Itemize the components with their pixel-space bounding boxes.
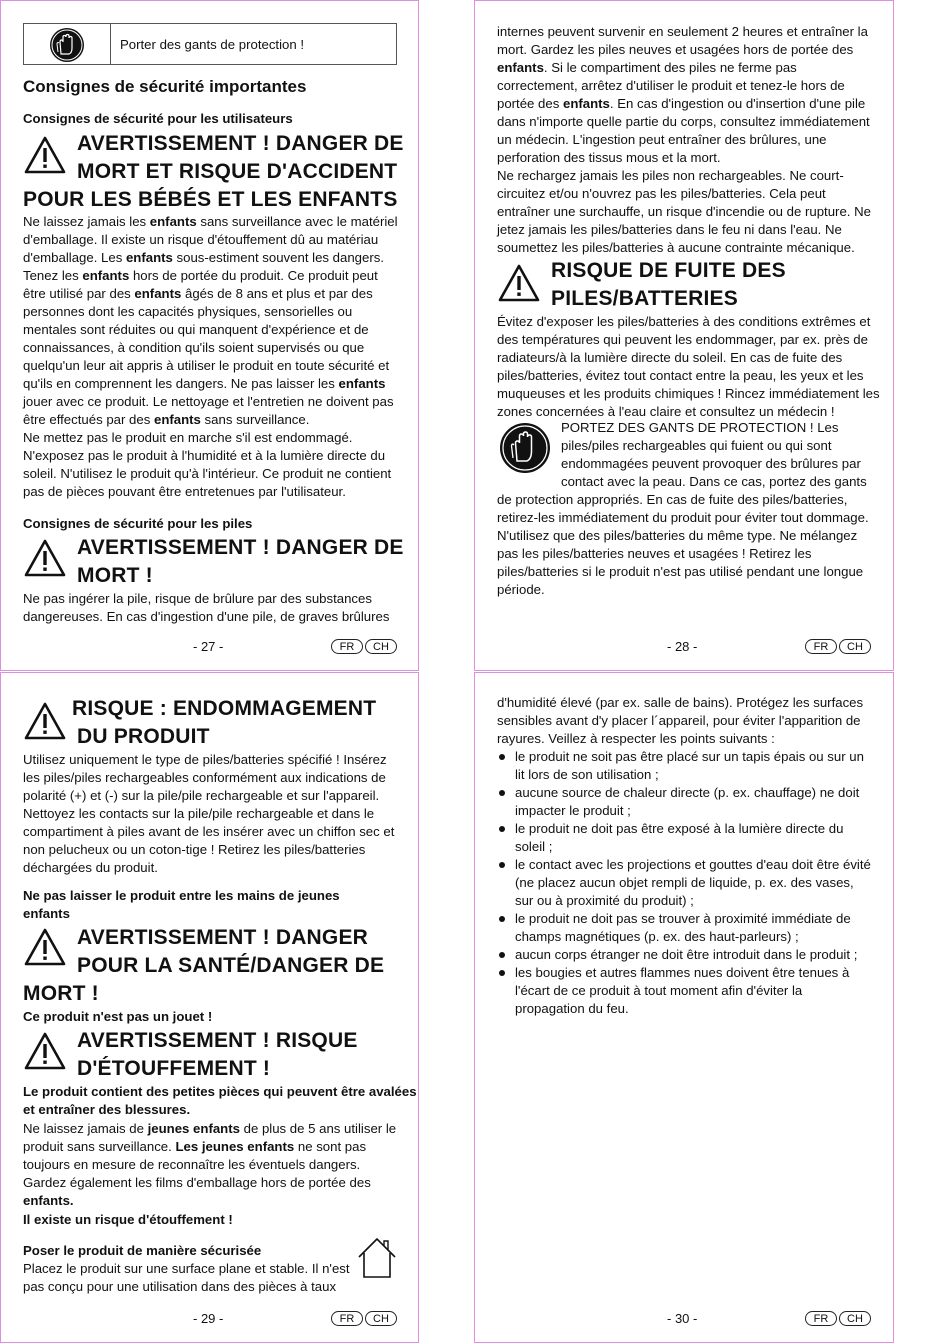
notice-text: Il existe un risque d'étouffement ! xyxy=(23,1212,233,1227)
glove-warning-heading xyxy=(561,419,838,437)
list-item xyxy=(497,910,882,946)
house-icon xyxy=(355,1235,399,1281)
text-segment: Ne rechargez jamais les piles non rechargeables. Ne court- xyxy=(497,168,844,183)
language-badge-ch: CH xyxy=(839,639,871,654)
paragraph-line: compartiment à piles avant de les insérer avec un chiffon sec et xyxy=(23,824,395,839)
text-segment: Ne mettez pas le produit en marche s'il est endommagé. xyxy=(23,430,353,445)
paragraph xyxy=(23,1120,408,1210)
text-segment: ne sont pas xyxy=(294,1139,367,1154)
paragraph-line xyxy=(23,465,403,483)
text-segment: correctement, arrêtez d'utiliser le produit et tenez-le hors de xyxy=(497,78,845,93)
page-29 xyxy=(0,672,419,1343)
paragraph-line xyxy=(497,77,882,95)
bullet-icon xyxy=(499,826,505,832)
paragraph-line xyxy=(23,375,403,393)
text-segment: N'exposez pas le produit à l'humidité et à la lumière directe du xyxy=(23,448,386,463)
warning-triangle-icon xyxy=(23,1031,67,1071)
paragraph-line xyxy=(497,131,882,149)
paragraph xyxy=(497,313,882,421)
text-segment: mentales sont réduites ou qui manquent d'expérience et de xyxy=(23,322,369,337)
paragraph-line: piles/piles rechargeables qui fuient ou qui sont xyxy=(561,438,832,453)
paragraph-line: Évitez d'exposer les piles/batteries à des conditions extrêmes et xyxy=(497,314,871,329)
section-heading: Consignes de sécurité importantes xyxy=(23,77,307,96)
subsection-heading: Poser le produit de manière sécurisée xyxy=(23,1243,262,1258)
paragraph-line: retirez-les immédiatement du produit pour éviter tout dommage. xyxy=(497,510,869,525)
paragraph-line: non pelucheux ou un coton-tige ! Retirez les piles/batteries xyxy=(23,842,366,857)
list-item-line: l'écart de ce produit à tout moment afin d'éviter la xyxy=(515,983,803,998)
paragraph-line xyxy=(497,239,882,257)
language-badge-fr: FR xyxy=(805,639,837,654)
list-item xyxy=(497,964,882,1018)
warning-title: MORT ! xyxy=(77,564,153,587)
warning-title: D'ÉTOUFFEMENT ! xyxy=(77,1057,271,1080)
paragraph-line xyxy=(23,1174,408,1192)
list-item-line: lit lors de son utilisation ; xyxy=(515,767,659,782)
text-segment: de plus de 5 ans utiliser le xyxy=(239,1121,397,1136)
list-item-line: le contact avec les projections et gouttes d'eau doit être évité xyxy=(515,857,871,872)
text-segment: Tenez les xyxy=(23,268,83,283)
bullet-icon xyxy=(499,952,505,958)
list-item-line: impacter le produit ; xyxy=(515,803,631,818)
subsection-heading: Consignes de sécurité pour les piles xyxy=(23,516,253,531)
bullet-icon xyxy=(499,754,505,760)
gloves-icon xyxy=(47,26,87,64)
warning-triangle-icon xyxy=(23,701,67,741)
paragraph-line: Utilisez uniquement le type de piles/batteries spécifié ! Insérez xyxy=(23,752,387,767)
emphasis-text: enfants xyxy=(497,60,544,75)
paragraph-line: Ne pas ingérer la pile, risque de brûlure par des substances xyxy=(23,591,372,606)
paragraph-line: dangereuses. En cas d'ingestion d'une pile, de graves brûlures xyxy=(23,609,390,624)
text-segment: jouer avec ce produit. Le nettoyage et l'entretien ne doivent pas xyxy=(23,394,394,409)
paragraph-line xyxy=(23,429,403,447)
paragraph-line xyxy=(23,1156,408,1174)
paragraph-line xyxy=(497,185,882,203)
text-segment: qu'ils en comprennent les dangers. Ne pas laisser les xyxy=(23,376,339,391)
subsection-heading: Consignes de sécurité pour les utilisateurs xyxy=(23,111,293,126)
subsection-heading: Ne pas laisser le produit entre les mains de jeunes xyxy=(23,888,340,903)
paragraph-line: muqueuses et les produits chimiques ! Rincez immédiatement les xyxy=(497,386,880,401)
paragraph-line xyxy=(23,303,403,321)
bullet-icon xyxy=(499,862,505,868)
text-segment: sans surveillance avec le matériel xyxy=(196,214,398,229)
paragraph-line xyxy=(23,393,403,411)
paragraph-line xyxy=(23,483,403,501)
list-item-line: sur ou à proximité du produit) ; xyxy=(515,893,694,908)
warning-title: MORT ET RISQUE D'ACCIDENT xyxy=(77,160,398,183)
paragraph-line: endommagées peuvent provoquer des brûlures par xyxy=(561,456,861,471)
paragraph-line xyxy=(23,231,403,249)
list-item xyxy=(497,820,882,856)
language-badge-fr: FR xyxy=(331,1311,363,1326)
emphasis-text: enfants xyxy=(125,250,173,265)
text-segment: dans n'importe quelle partie du corps, consultez immédiatement xyxy=(497,114,870,129)
bullet-icon xyxy=(499,790,505,796)
paragraph-line xyxy=(23,357,403,375)
paragraph-line: période. xyxy=(497,582,545,597)
paragraph-line: Placez le produit sur une surface plane et stable. Il n'est xyxy=(23,1261,350,1276)
text-segment: Ne laissez jamais les xyxy=(23,214,150,229)
warning-title: AVERTISSEMENT ! RISQUE xyxy=(77,1029,358,1052)
paragraph-line: N'utilisez que des piles/batteries du même type. Ne mélangez xyxy=(497,528,858,543)
page-number: - 30 - xyxy=(667,1311,698,1326)
text-segment: portée des xyxy=(497,96,563,111)
page-30 xyxy=(474,672,894,1343)
warning-title: POUR LES BÉBÉS ET LES ENFANTS xyxy=(23,188,398,211)
glove-warning-title-tail: Les xyxy=(813,420,839,435)
text-segment: sans surveillance. xyxy=(200,412,310,427)
warning-title: MORT ! xyxy=(23,982,99,1005)
warning-title: AVERTISSEMENT ! DANGER xyxy=(77,926,369,949)
paragraph-line: pas les piles/batteries neuves et usagées ! Retirez les xyxy=(497,546,812,561)
paragraph-line: déchargées du produit. xyxy=(23,860,158,875)
paragraph-line xyxy=(23,411,403,429)
text-segment: âgés de 8 ans et plus et par des xyxy=(181,286,373,301)
text-segment: soleil. N'utilisez le produit qu'à l'intérieur. Ce produit ne contient xyxy=(23,466,392,481)
paragraph-line: contact avec la peau. Dans ce cas, portez des gants xyxy=(561,474,867,489)
paragraph-line xyxy=(23,339,403,357)
paragraph xyxy=(497,491,882,599)
paragraph-line: pas conçu pour une utilisation dans des pièces à taux xyxy=(23,1279,337,1294)
emphasis-text: enfants xyxy=(338,376,386,391)
emphasis-text: Les jeunes enfants xyxy=(175,1139,295,1154)
notice-text: Ce produit n'est pas un jouet ! xyxy=(23,1009,213,1024)
text-segment: Ne laissez jamais de xyxy=(23,1121,148,1136)
paragraph-line xyxy=(23,249,403,267)
text-segment: d'emballage. Les xyxy=(23,250,126,265)
page-27 xyxy=(0,0,419,671)
text-segment: toujours en mesure de reconnaître les éventuels dangers. xyxy=(23,1157,361,1172)
paragraph-line xyxy=(23,447,403,465)
paragraph-line xyxy=(497,59,882,77)
text-segment: . Si le compartiment des piles ne ferme pas xyxy=(543,60,797,75)
warning-triangle-icon xyxy=(23,927,67,967)
paragraph-line xyxy=(23,321,403,339)
notice-text: Le produit contient des petites pièces qui peuvent être avalées xyxy=(23,1084,417,1099)
emphasis-text: enfants xyxy=(153,412,201,427)
page-number: - 28 - xyxy=(667,639,698,654)
language-badge-ch: CH xyxy=(365,1311,397,1326)
paragraph-line xyxy=(497,23,882,41)
subsection-heading: enfants xyxy=(23,906,70,921)
list-item xyxy=(497,748,882,784)
text-segment: connaissances, à condition qu'ils soient supervisés ou que xyxy=(23,340,365,355)
paragraph-line: polarité (+) et (-) sur la pile/pile rechargeable et sur l'appareil. xyxy=(23,788,380,803)
text-segment: sous-estiment souvent les dangers. xyxy=(172,250,384,265)
paragraph-line xyxy=(497,41,882,59)
language-badge-ch: CH xyxy=(839,1311,871,1326)
list-item-line: le produit ne soit pas être placé sur un tapis épais ou sur un xyxy=(515,749,864,764)
emphasis-text: enfants xyxy=(82,268,130,283)
list-item xyxy=(497,946,882,964)
paragraph xyxy=(497,23,882,257)
list-item xyxy=(497,856,882,910)
list-item xyxy=(497,784,882,820)
emphasis-text: enfants xyxy=(149,214,197,229)
paragraph xyxy=(497,694,882,748)
text-segment: perforation des tissus mous et la mort. xyxy=(497,150,721,165)
glove-notice-box xyxy=(23,23,397,65)
warning-title: AVERTISSEMENT ! DANGER DE xyxy=(77,536,404,559)
paragraph-line: des températures qui peuvent les endommager, par ex. près de xyxy=(497,332,868,347)
page-28 xyxy=(474,0,894,671)
text-segment: mort. Gardez les piles neuves et usagées hors de portée des xyxy=(497,42,854,57)
paragraph-line: piles/batteries, évitez tout contact entre la peau, les yeux et les xyxy=(497,368,864,383)
list-item-line: le produit ne doit pas être exposé à la lumière directe du xyxy=(515,821,844,836)
warning-triangle-icon xyxy=(497,263,541,303)
text-segment: être utilisé par des xyxy=(23,286,135,301)
language-badge-ch: CH xyxy=(365,639,397,654)
gloves-icon xyxy=(497,421,553,475)
paragraph-line xyxy=(23,213,403,231)
warning-triangle-icon xyxy=(23,135,67,175)
emphasis-text: enfants xyxy=(134,286,182,301)
text-segment: pas de pièces pouvant être entretenues par l'utilisateur. xyxy=(23,484,346,499)
paragraph-line xyxy=(23,267,403,285)
list-item-line: champs magnétiques (p. ex. des haut-parleurs) ; xyxy=(515,929,799,944)
warning-title: RISQUE DE FUITE DES xyxy=(551,259,786,282)
text-segment: personnes dont les capacités physiques, sensorielles ou xyxy=(23,304,353,319)
glove-warning-title: PORTEZ DES GANTS DE PROTECTION ! xyxy=(561,420,814,435)
warning-title: AVERTISSEMENT ! DANGER DE xyxy=(77,132,404,155)
language-badge-fr: FR xyxy=(331,639,363,654)
paragraph-line xyxy=(497,113,882,131)
bullet-list xyxy=(497,748,882,1018)
text-segment: un médecin. L'ingestion peut entraîner des brûlures, une xyxy=(497,132,827,147)
text-segment: quelqu'un leur ait appris à utiliser le produit en toute sécurité et xyxy=(23,358,390,373)
list-item-line: (ne placez aucun objet rempli de liquide, p. ex. des vases, xyxy=(515,875,854,890)
text-segment: internes peuvent survenir en seulement 2 heures et entraîner la xyxy=(497,24,868,39)
paragraph xyxy=(23,751,408,877)
paragraph-line xyxy=(23,1120,408,1138)
paragraph xyxy=(23,213,403,501)
paragraph-line: les piles/piles rechargeables conformément aux indications de xyxy=(23,770,386,785)
paragraph-line xyxy=(497,221,882,239)
text-segment: jetez jamais les piles/batteries dans le feu ni dans l'eau. Ne xyxy=(497,222,842,237)
list-item-line: les bougies et autres flammes nues doivent être tenues à xyxy=(515,965,850,980)
paragraph-line xyxy=(23,1192,408,1210)
warning-title: DU PRODUIT xyxy=(77,725,210,748)
paragraph-line: zones concernées à l'eau claire et consultez un médecin ! xyxy=(497,404,835,419)
paragraph-line: de protection appropriés. En cas de fuite des piles/batteries, xyxy=(497,492,848,507)
paragraph-line xyxy=(497,167,882,185)
emphasis-text: jeunes enfants xyxy=(147,1121,240,1136)
paragraph-line: Nettoyez les contacts sur la pile/pile rechargeable et dans le xyxy=(23,806,375,821)
paragraph-line xyxy=(497,203,882,221)
list-item-line: propagation du feu. xyxy=(515,1001,629,1016)
bullet-icon xyxy=(499,916,505,922)
warning-title: POUR LA SANTÉ/DANGER DE xyxy=(77,954,385,977)
emphasis-text: enfants xyxy=(562,96,610,111)
notice-text: et entraîner des blessures. xyxy=(23,1102,191,1117)
text-segment: produit sans surveillance. xyxy=(23,1139,176,1154)
warning-title: RISQUE : ENDOMMAGEMENT xyxy=(72,697,377,720)
paragraph-line xyxy=(23,1138,408,1156)
paragraph-line: radiateurs/à la lumière directe du soleil. En cas de fuite des xyxy=(497,350,843,365)
paragraph-line: sensibles avant d'y placer l´appareil, pour éviter l'apparition de xyxy=(497,713,861,728)
warning-title: PILES/BATTERIES xyxy=(551,287,738,310)
text-segment: hors de portée du produit. Ce produit peut xyxy=(129,268,378,283)
emphasis-text: enfants. xyxy=(23,1193,74,1208)
list-item-line: aucun corps étranger ne doit être introduit dans le produit ; xyxy=(515,947,858,962)
language-badge-fr: FR xyxy=(805,1311,837,1326)
text-segment: . En cas d'ingestion ou d'insertion d'une pile xyxy=(609,96,866,111)
text-segment: être effectués par des xyxy=(23,412,154,427)
list-item-line: aucune source de chaleur directe (p. ex. chauffage) ne doit xyxy=(515,785,860,800)
list-item-line: soleil ; xyxy=(515,839,553,854)
text-segment: entraîner une surchauffe, un risque d'incendie ou de rupture. Ne xyxy=(497,204,871,219)
text-segment: soumettez les piles/batteries à aucune contrainte mécanique. xyxy=(497,240,855,255)
warning-triangle-icon xyxy=(23,538,67,578)
text-segment: d'emballage. Il existe un risque d'étouffement dû au matériau xyxy=(23,232,379,247)
paragraph-line: rayures. Veillez à respecter les points suivants : xyxy=(497,731,775,746)
text-segment: circuitez et/ou n'ouvrez pas les piles/batteries. Cela peut xyxy=(497,186,826,201)
page-number: - 29 - xyxy=(193,1311,224,1326)
bullet-icon xyxy=(499,970,505,976)
paragraph-line xyxy=(497,149,882,167)
paragraph-line: d'humidité élevé (par ex. salle de bains). Protégez les surfaces xyxy=(497,695,864,710)
list-item-line: le produit ne doit pas se trouver à proximité immédiate de xyxy=(515,911,851,926)
paragraph-line: piles/batteries si le produit n'est pas utilisé pendant une longue xyxy=(497,564,864,579)
page-number: - 27 - xyxy=(193,639,224,654)
glove-notice-text: Porter des gants de protection ! xyxy=(120,37,305,52)
text-segment: Gardez également les films d'emballage hors de portée des xyxy=(23,1175,371,1190)
paragraph-line xyxy=(23,285,403,303)
paragraph-line xyxy=(497,95,882,113)
